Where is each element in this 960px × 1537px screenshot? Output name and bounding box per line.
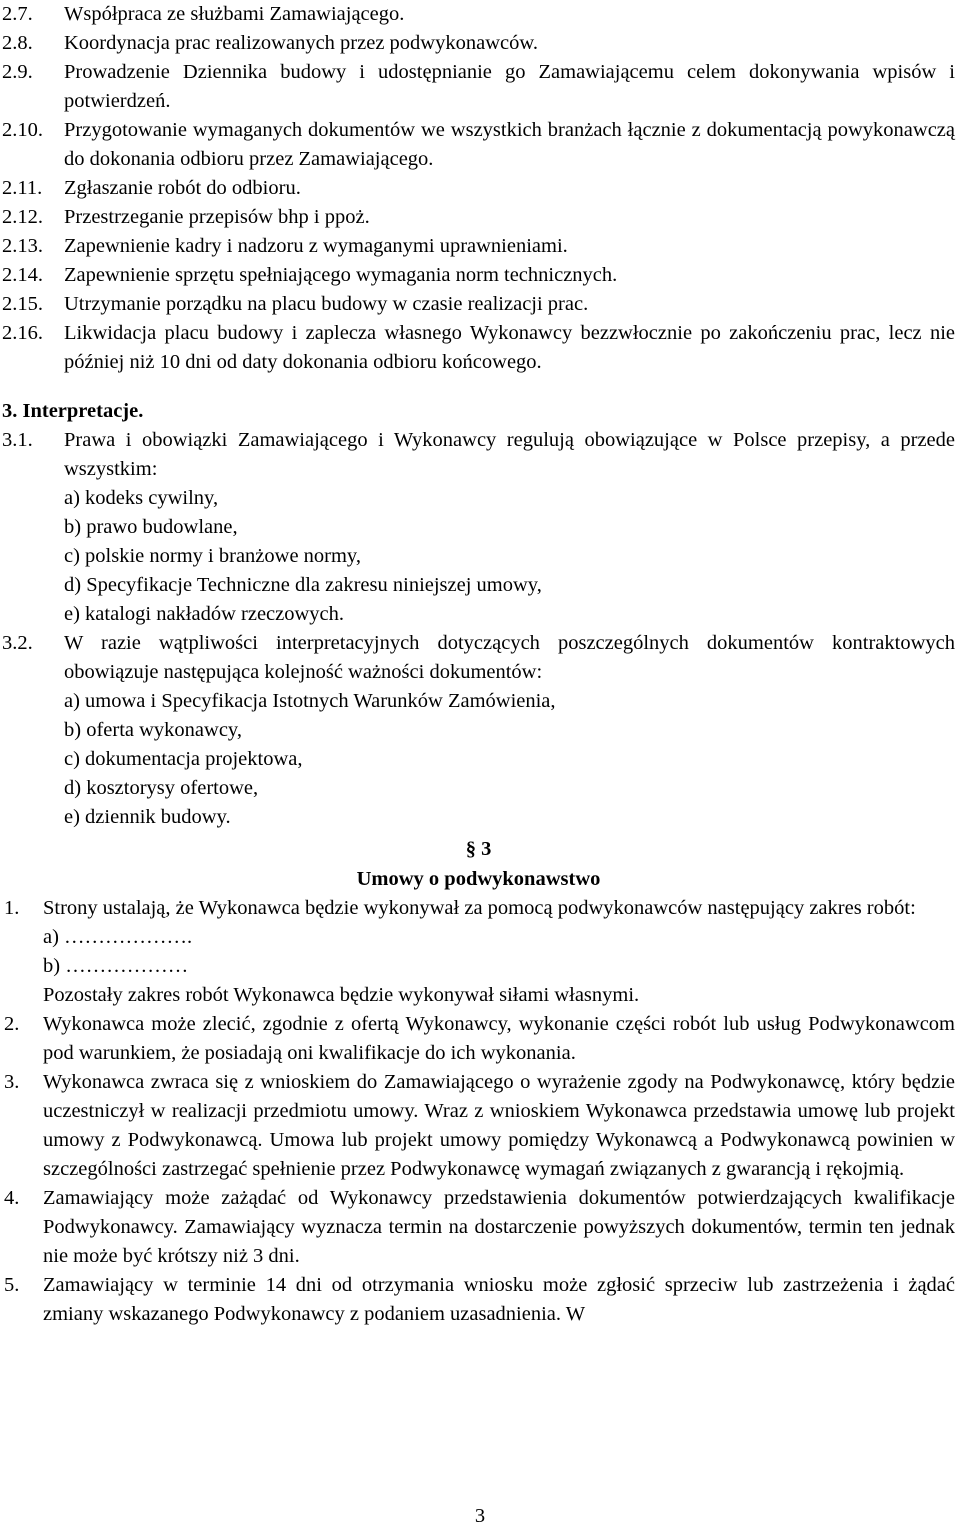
section-2-list [2,0,955,377]
sub-list-item: c) dokumentacja projektowa, [64,748,303,770]
list-item [2,426,955,484]
list-item [2,629,955,687]
list-item [2,290,955,319]
sub-list-item: b) oferta wykonawcy, [64,719,242,741]
item-number: 2.7. [2,3,33,25]
item-number: 3. [4,1071,20,1093]
item-text: W razie wątpliwości interpretacyjnych dotyczących poszczególnych dokumentów kontraktowych obowiązuje następująca kolejność ważności dokumentów: [64,632,955,683]
sub-list-item: b) prawo budowlane, [64,516,238,538]
item-number: 2. [4,1013,20,1035]
blank-line-a: a) ………………. [43,926,193,948]
list-item [2,261,955,290]
item-text: Zapewnienie sprzętu spełniającego wymagania norm technicznych. [64,264,618,286]
item-number: 4. [4,1187,20,1209]
item-text: Zgłaszanie robót do odbioru. [64,177,301,199]
item-number: 2.9. [2,61,33,83]
item-number: 3.1. [2,429,33,451]
list-item [2,58,955,116]
item-text: Koordynacja prac realizowanych przez podwykonawców. [64,32,538,54]
sub-list-item: a) umowa i Specyfikacja Istotnych Warunków Zamówienia, [64,690,556,712]
paragraph-sign: § 3 [465,838,492,860]
numbered-item [2,1184,955,1271]
item-text: Wykonawca może zlecić, zgodnie z ofertą Wykonawcy, wykonanie części robót lub usług Podwykonawcom pod warunkiem, że posiadają oni kwalifikacje do ich wykonania. [43,1013,955,1064]
list-item [2,232,955,261]
sub-list-item: a) kodeks cywilny, [64,487,219,509]
item-text: Wykonawca zwraca się z wnioskiem do Zamawiającego o wyrażenie zgody na Podwykonawcę, który będzie uczestniczył w realizacji przedmiotu umowy. Wraz z wnioskiem Wykonawca przedstawia umowę lub projekt umowy z Podwykonawcą. Umowa lub projekt umowy pomiędzy Wykonawcą a Podwykonawcą powinien w szczególności zastrzegać spełnienie przez Podwykonawcę wymagań związanych z gwarancją i rękojmią. [43,1071,955,1180]
sub-list [2,484,955,629]
sub-list-item: d) kosztorysy ofertowe, [64,777,259,799]
item-number: 2.14. [2,264,43,286]
document-body [2,0,955,1329]
item-text: Zamawiający w terminie 14 dni od otrzymania wniosku może zgłosić sprzeciw lub zastrzeżenia i żądać zmiany wskazanego Podwykonawcy z podaniem uzasadnienia. W [43,1274,955,1325]
sub-list-item: d) Specyfikacje Techniczne dla zakresu niniejszej umowy, [64,574,542,596]
item-number: 3.2. [2,632,33,654]
numbered-item [2,894,955,923]
list-item [2,29,955,58]
item-text: Zapewnienie kadry i nadzoru z wymaganymi uprawnieniami. [64,235,568,257]
page-number: 3 [474,1505,486,1527]
sub-list-item: e) dziennik budowy. [64,806,231,828]
item-text: Prowadzenie Dziennika budowy i udostępnianie go Zamawiającemu celem dokonywania wpisów i potwierdzeń. [64,61,955,112]
list-item [2,319,955,377]
item-number: 2.12. [2,206,43,228]
blank-line-b: b) ……………… [43,955,189,977]
item-text: Przestrzeganie przepisów bhp i ppoż. [64,206,370,228]
item-number: 2.13. [2,235,43,257]
numbered-item [2,1068,955,1184]
item-number: 2.16. [2,322,43,344]
sub-list-item: c) polskie normy i branżowe normy, [64,545,361,567]
item-text: Utrzymanie porządku na placu budowy w czasie realizacji prac. [64,293,589,315]
list-item [2,116,955,174]
item-number: 2.11. [2,177,43,199]
sub-list-item: e) katalogi nakładów rzeczowych. [64,603,345,625]
paragraph-title: Umowy o podwykonawstwo [356,868,601,890]
list-item [2,203,955,232]
numbered-item [2,1271,955,1329]
item-number: 1. [4,897,20,919]
item-text: Prawa i obowiązki Zamawiającego i Wykonawcy regulują obowiązujące w Polsce przepisy, a przede wszystkim: [64,429,955,480]
section-heading: 3. Interpretacje. [2,400,144,422]
numbered-item [2,1010,955,1068]
item-text: Likwidacja placu budowy i zaplecza własnego Wykonawcy bezzwłocznie po zakończeniu prac, lecz nie później niż 10 dni od daty dokonania odbioru końcowego. [64,322,955,373]
item-text: Zamawiający może zażądać od Wykonawcy przedstawienia dokumentów potwierdzających kwalifikacje Podwykonawcy. Zamawiający wyznacza termin na dostarczenie powyższych dokumentów, termin ten jednak nie może być krótszy niż 3 dni. [43,1187,955,1267]
list-item [2,0,955,29]
item-text: Strony ustalają, że Wykonawca będzie wykonywał za pomocą podwykonawców następujący zakres robót: [43,897,916,919]
item-text: Przygotowanie wymaganych dokumentów we wszystkich branżach łącznie z dokumentacją powykonawczą do dokonania odbioru przez Zamawiającego. [64,119,955,170]
item-number: 2.15. [2,293,43,315]
sub-list [2,687,955,832]
item-text: Współpraca ze służbami Zamawiającego. [64,3,405,25]
item-number: 2.10. [2,119,43,141]
item-number: 5. [4,1274,20,1296]
item-number: 2.8. [2,32,33,54]
item-continuation: Pozostały zakres robót Wykonawca będzie wykonywał siłami własnymi. [43,984,640,1006]
list-item [2,174,955,203]
